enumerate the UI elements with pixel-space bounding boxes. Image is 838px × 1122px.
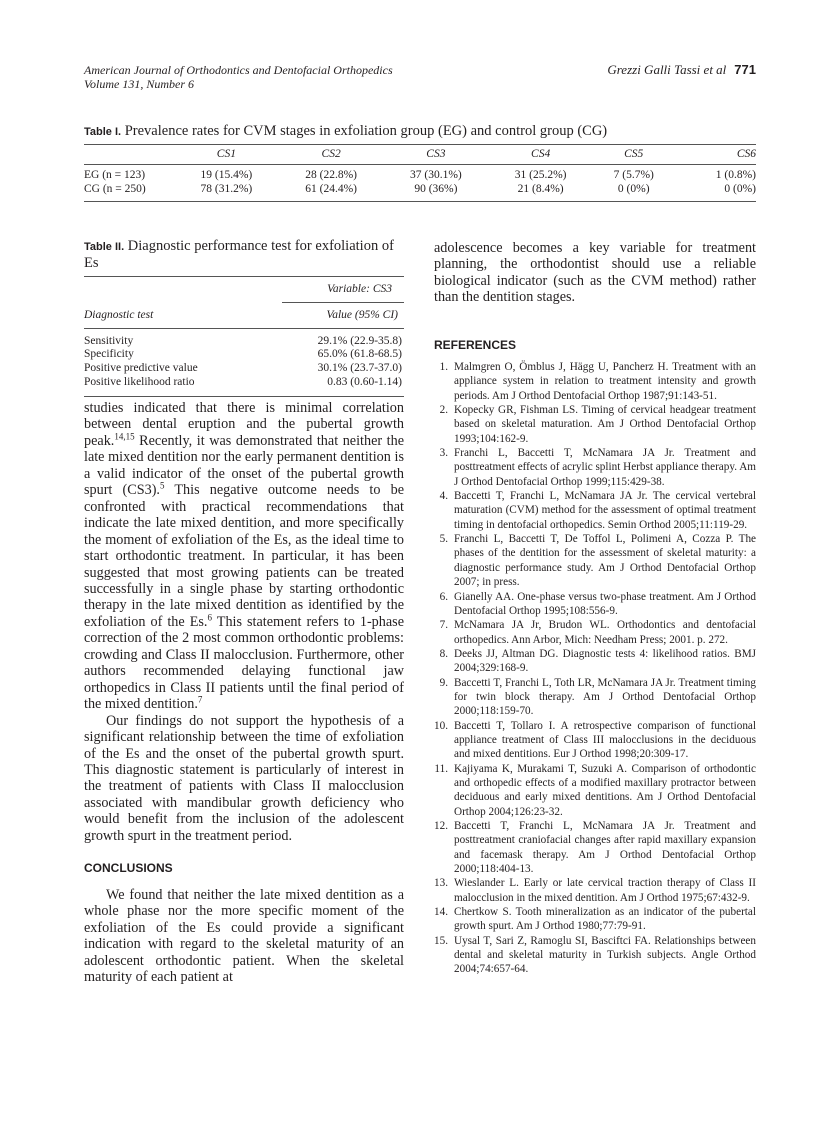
table-cell: 7 (5.7%): [613, 169, 654, 181]
table-1: [84, 123, 756, 202]
table-cell: Sensitivity: [84, 334, 134, 347]
reference-text: Baccetti T, Franchi L, McNamara JA Jr. The cervical vertebral maturation (CVM) method for the assessment of optimal treatment timing in dentofacial orthopedics. Semin Orthod 2005;11:119-29.: [454, 490, 756, 531]
table-2-label: Table II.: [84, 241, 125, 253]
table-cell: 37 (30.1%): [410, 169, 462, 181]
journal-volume: Volume 131, Number 6: [84, 77, 194, 91]
table-cell: CG (n = 250): [84, 182, 146, 195]
table-cell: 28 (22.8%): [305, 169, 357, 181]
table-2-col1-header: Diagnostic test: [84, 302, 282, 328]
reference-item: [434, 590, 756, 619]
reference-number: 9.: [439, 676, 448, 689]
table-cell: 0.83 (0.60-1.14): [327, 375, 402, 388]
table-cell: 1 (0.8%): [715, 169, 756, 181]
table-row: [84, 376, 404, 396]
table-1-label: Table I.: [84, 126, 122, 138]
table-2-caption: [84, 238, 404, 272]
reference-text: Gianelly AA. One-phase versus two-phase treatment. Am J Orthod Dentofacial Orthop 1995;108:556-9.: [454, 590, 756, 617]
reference-text: Chertkow S. Tooth mineralization as an indicator of the pubertal growth spurt. Am J Orthod 1980;77:79-91.: [454, 906, 756, 933]
table-cell: 0 (0%): [617, 182, 650, 195]
reference-number: 8.: [439, 647, 448, 660]
reference-text: Baccetti T, Franchi L, Toth LR, McNamara JA Jr. Treatment timing for twin block therapy. Am J Orthod Dentofacial Orthop 2000;118:159-70.: [454, 676, 756, 718]
reference-item: [434, 532, 756, 589]
table-1-grid: [84, 144, 756, 202]
reference-text: McNamara JA Jr, Brudon WL. Orthodontics and dentofacial orthopedics. Ann Arbor, Mich: Needham Press; 2001. p. 272.: [454, 619, 756, 646]
table-2-col2-header: Value (95% CI): [282, 302, 404, 328]
reference-item: [434, 876, 756, 905]
journal-title: American Journal of Orthodontics and Dentofacial Orthopedics: [84, 63, 393, 77]
table-cell: 19 (15.4%): [200, 169, 253, 181]
citation-superscript: 7: [197, 694, 203, 705]
body-paragraph: [84, 400, 404, 713]
reference-number: 14.: [434, 906, 448, 919]
reference-number: 12.: [434, 820, 448, 832]
continuation-paragraph: adolescence becomes a key variable for treatment planning, the orthodontist should use a reliable biological indicator (such as the CVM method) rather than the dentition stages.: [434, 240, 756, 306]
conclusions-heading: CONCLUSIONS: [84, 861, 173, 876]
text-run: studies indicated that there is minimal correlation between dental eruption and the pubertal growth peak.: [84, 400, 404, 449]
table-1-caption-text: Prevalence rates for CVM stages in exfoliation group (EG) and control group (CG): [124, 123, 608, 139]
reference-text: Deeks JJ, Altman DG. Diagnostic tests 4: likelihood ratios. BMJ 2004;329:168-9.: [454, 647, 756, 675]
text-run: This statement refers to 1-phase correction of the 2 most common orthodontic problems: crowding and Class II malocclusion. Furthermore, other authors recommended delaying functional jaw orthopedics in Class II patients until the final period of the mixed dentition.: [84, 613, 404, 713]
right-column-continuation: [434, 240, 756, 306]
running-header-authors: [607, 62, 756, 78]
table-cell: Positive predictive value: [84, 362, 198, 375]
left-column-text: [84, 400, 404, 985]
reference-number: 15.: [434, 934, 448, 947]
reference-text: Kajiyama K, Murakami T, Suzuki A. Comparison of orthodontic and orthopedic effects of a modified maxillary protractor between deciduous and early mixed dentitions. Am J Orthod Dentofacial Orthop 2004;126:23-32.: [454, 762, 756, 818]
table-cell: 61 (24.4%): [305, 182, 357, 195]
reference-item: [434, 934, 756, 977]
table-row: [84, 328, 404, 348]
reference-item: [434, 647, 756, 676]
author-names: Grezzi Galli Tassi et al: [607, 62, 727, 77]
page-number: 771: [734, 62, 756, 77]
table-2-caption-text: Diagnostic performance test for exfoliation of Es: [84, 238, 394, 271]
body-paragraph: [84, 713, 404, 845]
reference-number: 2.: [439, 404, 448, 417]
table-cell: 65.0% (61.8-68.5): [317, 348, 402, 361]
reference-item: [434, 446, 756, 489]
table-row: [84, 183, 756, 202]
reference-text: Wieslander L. Early or late cervical traction therapy of Class II malocclusion in the mixed dentition. Am J Orthod 1975;67:432-9.: [454, 877, 756, 904]
table-cell: 90 (36%): [414, 182, 458, 195]
table-1-col-header: CS4: [488, 145, 593, 165]
table-1-col-header: [84, 145, 174, 165]
table-cell: Positive likelihood ratio: [84, 375, 195, 388]
table-cell: 21 (8.4%): [517, 182, 564, 195]
reference-text: Kopecky GR, Fishman LS. Timing of cervical headgear treatment based on skeletal maturation. Am J Orthod Dentofacial Orthop 1993;104:162-9.: [454, 404, 756, 445]
reference-text: Franchi L, Baccetti T, McNamara JA Jr. Treatment and posttreatment effects of acrylic splint Herbst appliance therapy. Am J Orthod Dentofacial Orthop 1999;115:429-38.: [454, 447, 756, 488]
table-cell: EG (n = 123): [84, 169, 146, 181]
table-cell: Specificity: [84, 348, 134, 361]
reference-number: 4.: [439, 490, 448, 503]
reference-item: [434, 819, 756, 876]
references-heading: REFERENCES: [434, 338, 517, 352]
reference-text: Uysal T, Sari Z, Ramoglu SI, Basciftci FA. Relationships between dental and skeletal maturity in Turkish subjects. Angle Orthod 2004;74:657-64.: [454, 934, 756, 976]
reference-number: 6.: [439, 590, 448, 603]
table-1-col-header: CS2: [279, 145, 384, 165]
reference-item: [434, 905, 756, 934]
table-1-col-header: CS3: [384, 145, 489, 165]
table-2-grid: [84, 276, 404, 397]
table-row: [84, 348, 404, 362]
text-run: Our findings do not support the hypothesis of a significant relationship between the time of exfoliation of the Es and the onset of the pubertal growth spurt. This diagnostic statement is particularly of interest in the treatment of patients with Class II malocclusion associated with mandibular growth deficiency who would benefit from the inclusion of the adolescent growth spurt in the treatment period.: [84, 712, 404, 844]
table-2: [84, 238, 404, 397]
reference-text: Baccetti T, Tollaro I. A retrospective comparison of functional appliance treatment of Class III malocclusions in the deciduous and mixed dentitions. Eur J Orthod 1998;20:309-17.: [454, 719, 756, 761]
reference-text: Franchi L, Baccetti T, De Toffol L, Polimeni A, Cozza P. The phases of the dentition for the assessment of skeletal maturity: a diagnostic performance study. Am J Orthod Dentofacial Orthop 2007; in press.: [454, 533, 756, 589]
text-run: Recently, it was demonstrated that neither the late mixed dentition nor the early permanent dentition is a valid indicator of the onset of the pubertal growth spurt (CS3).: [84, 432, 404, 499]
table-cell: 31 (25.2%): [514, 169, 567, 181]
reference-number: 3.: [439, 447, 448, 460]
reference-number: 7.: [439, 619, 448, 632]
reference-text: Malmgren O, Ömblus J, Hägg U, Pancherz H. Treatment with an appliance system in relation to treatment intensity and growth periods. Am J Orthod Dentofacial Orthop 1987;91:143-51.: [454, 361, 756, 402]
citation-superscript: 6: [207, 612, 212, 623]
reference-text: Baccetti T, Franchi L, McNamara JA Jr. Treatment and posttreatment craniofacial changes after rapid maxillary expansion and facemask therapy. Am J Orthod Dentofacial Orthop 2000;118:404-13.: [454, 820, 756, 876]
running-header-journal: [84, 63, 393, 91]
table-cell: 78 (31.2%): [200, 182, 253, 195]
reference-number: 10.: [434, 719, 448, 732]
conclusions-paragraph: We found that neither the late mixed dentition as a whole phase nor the more specific moment of the exfoliation of the Es could provide a significant indication with regard to the skeletal maturity of an adolescent orthodontic patient. When the skeletal maturity of each patient at: [84, 886, 404, 985]
reference-item: [434, 676, 756, 719]
text-run: This negative outcome needs to be confronted with practical recommendations that indicate the late mixed dentition, and more specifically the moment of exfoliation of the Es, as the ideal time to start orthodontic treatment. In particular, it has been suggested that most growing patients can be treated successfully in a single phase by starting orthodontic therapy in the late mixed dentition as identified by the exfoliation of the Es.: [84, 482, 404, 630]
reference-item: [434, 489, 756, 532]
reference-number: 1.: [439, 361, 448, 373]
table-row: [84, 165, 756, 183]
citation-superscript: 14,15: [114, 431, 135, 442]
reference-number: 13.: [434, 877, 448, 890]
reference-item: [434, 360, 756, 403]
table-row: [84, 362, 404, 376]
references-section: [434, 338, 756, 977]
table-cell: 0 (0%): [724, 182, 756, 195]
table-1-caption: [84, 123, 756, 140]
citation-superscript: 5: [159, 480, 165, 491]
table-cell: 29.1% (22.9-35.8): [317, 334, 402, 347]
reference-number: 11.: [434, 762, 448, 775]
table-1-col-header: CS1: [174, 145, 279, 165]
reference-item: [434, 762, 756, 819]
table-1-col-header: CS5: [593, 145, 674, 165]
reference-number: 5.: [439, 533, 448, 546]
reference-item: [434, 403, 756, 446]
reference-item: [434, 719, 756, 762]
table-1-col-header: CS6: [674, 145, 756, 165]
references-list: [434, 360, 756, 977]
table-cell: 30.1% (23.7-37.0): [317, 362, 402, 375]
reference-item: [434, 618, 756, 647]
table-2-variable-header: Variable: CS3: [282, 277, 404, 303]
